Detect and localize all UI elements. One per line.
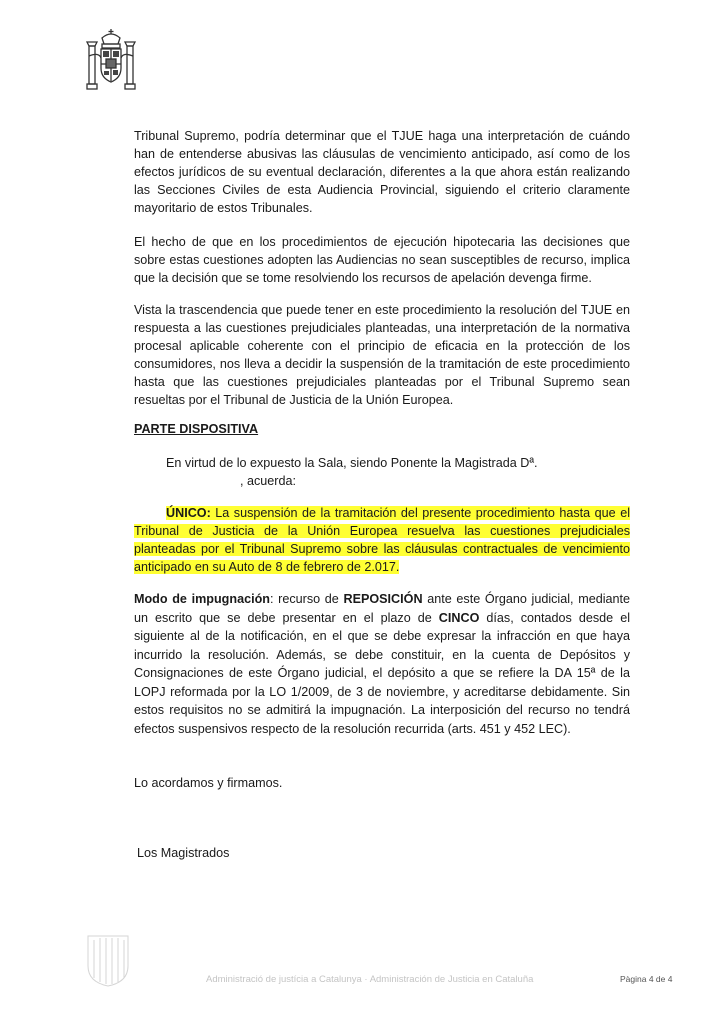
unico-text: La suspensión de la tramitación del presente procedimiento hasta que el Tribunal de Justicia de la Unión Europea resuelva las cuestiones prejudiciales planteadas por el Tribunal Supremo sobre las cláusulas contractuales de vencimiento anticipado en su Auto de 8 de febrero de 2.017. — [134, 506, 630, 574]
page-number: Pàgina 4 de 4 — [620, 974, 673, 984]
footer-text: Administració de justícia a Catalunya · Administración de Justicia en Cataluña — [206, 974, 534, 985]
signature-line: Los Magistrados — [137, 846, 230, 860]
acuerda-line: , acuerda: — [240, 474, 297, 488]
impugnacion-paragraph — [134, 590, 630, 738]
coat-of-arms-icon — [84, 28, 138, 94]
impugnacion-text-3: días, contados desde el siguiente al de la notificación, en el que se debe expresar la infracción en que haya incurrido la resolución. Además, se debe constituir, en la cuenta de Depósitos y Consignaciones de este Órgano judicial, el depósito a que se refiere la DA 15ª de la LOPJ reformada por la LO 1/2009, de 3 de noviembre, y acreditarse debidamente. Sin estos requisitos no se admitirá la impugnación. La interposición del recurso no tendrá efectos suspensivos respecto de la resolución recurrida (arts. 451 y 452 LEC). — [134, 610, 630, 736]
paragraph-ejecucion-hipotecaria: El hecho de que en los procedimientos de ejecución hipotecaria las decisiones que sobre estas cuestiones adopten las Audiencias no sean susceptibles de recurso, implica que la decisión que se tome resolviendo los recursos de apelación devenga firme. — [134, 235, 630, 285]
closing-line: Lo acordamos y firmamos. — [134, 776, 283, 790]
generalitat-logo-icon — [84, 932, 132, 988]
reposicion-term: REPOSICIÓN — [343, 592, 423, 606]
unico-label: ÚNICO: — [166, 506, 211, 520]
paragraph-trascendencia: Vista la trascendencia que puede tener en este procedimiento la resolución del TJUE en respuesta a las cuestiones prejudiciales planteadas, una interpretación de la normativa procesal aplicable coherente con el principio de eficacia en la protección de los consumidores, nos lleva a decidir la suspensión de la tramitación de este procedimiento hasta que las cuestiones prejudiciales planteadas por el Tribunal Supremo sean resueltas por el Tribunal de Justicia de la Unión Europea. — [134, 303, 630, 407]
impugnacion-label: Modo de impugnación — [134, 592, 270, 606]
impugnacion-text-1: : recurso de — [269, 592, 344, 606]
impugnacion-text-2: ante este Órgano judicial, mediante un escrito que se debe presentar en el plazo de — [134, 592, 631, 625]
paragraph-tribunal-supremo: Tribunal Supremo, podría determinar que el TJUE haga una interpretación de cuándo han de entenderse abusivas las cláusulas de vencimiento anticipado, así como de los efectos jurídicos de su eventual declaración, diferentes a la que ahora están realizando las Secciones Civiles de esta Audiencia Provincial, siguiendo el criterio claramente mayoritario de estos Tribunales. — [134, 129, 630, 215]
cinco-term: CINCO — [438, 610, 480, 625]
section-heading: PARTE DISPOSITIVA — [134, 422, 259, 436]
unico-paragraph — [134, 504, 630, 576]
intro-line: En virtud de lo expuesto la Sala, siendo Ponente la Magistrada Dª. — [166, 456, 538, 470]
